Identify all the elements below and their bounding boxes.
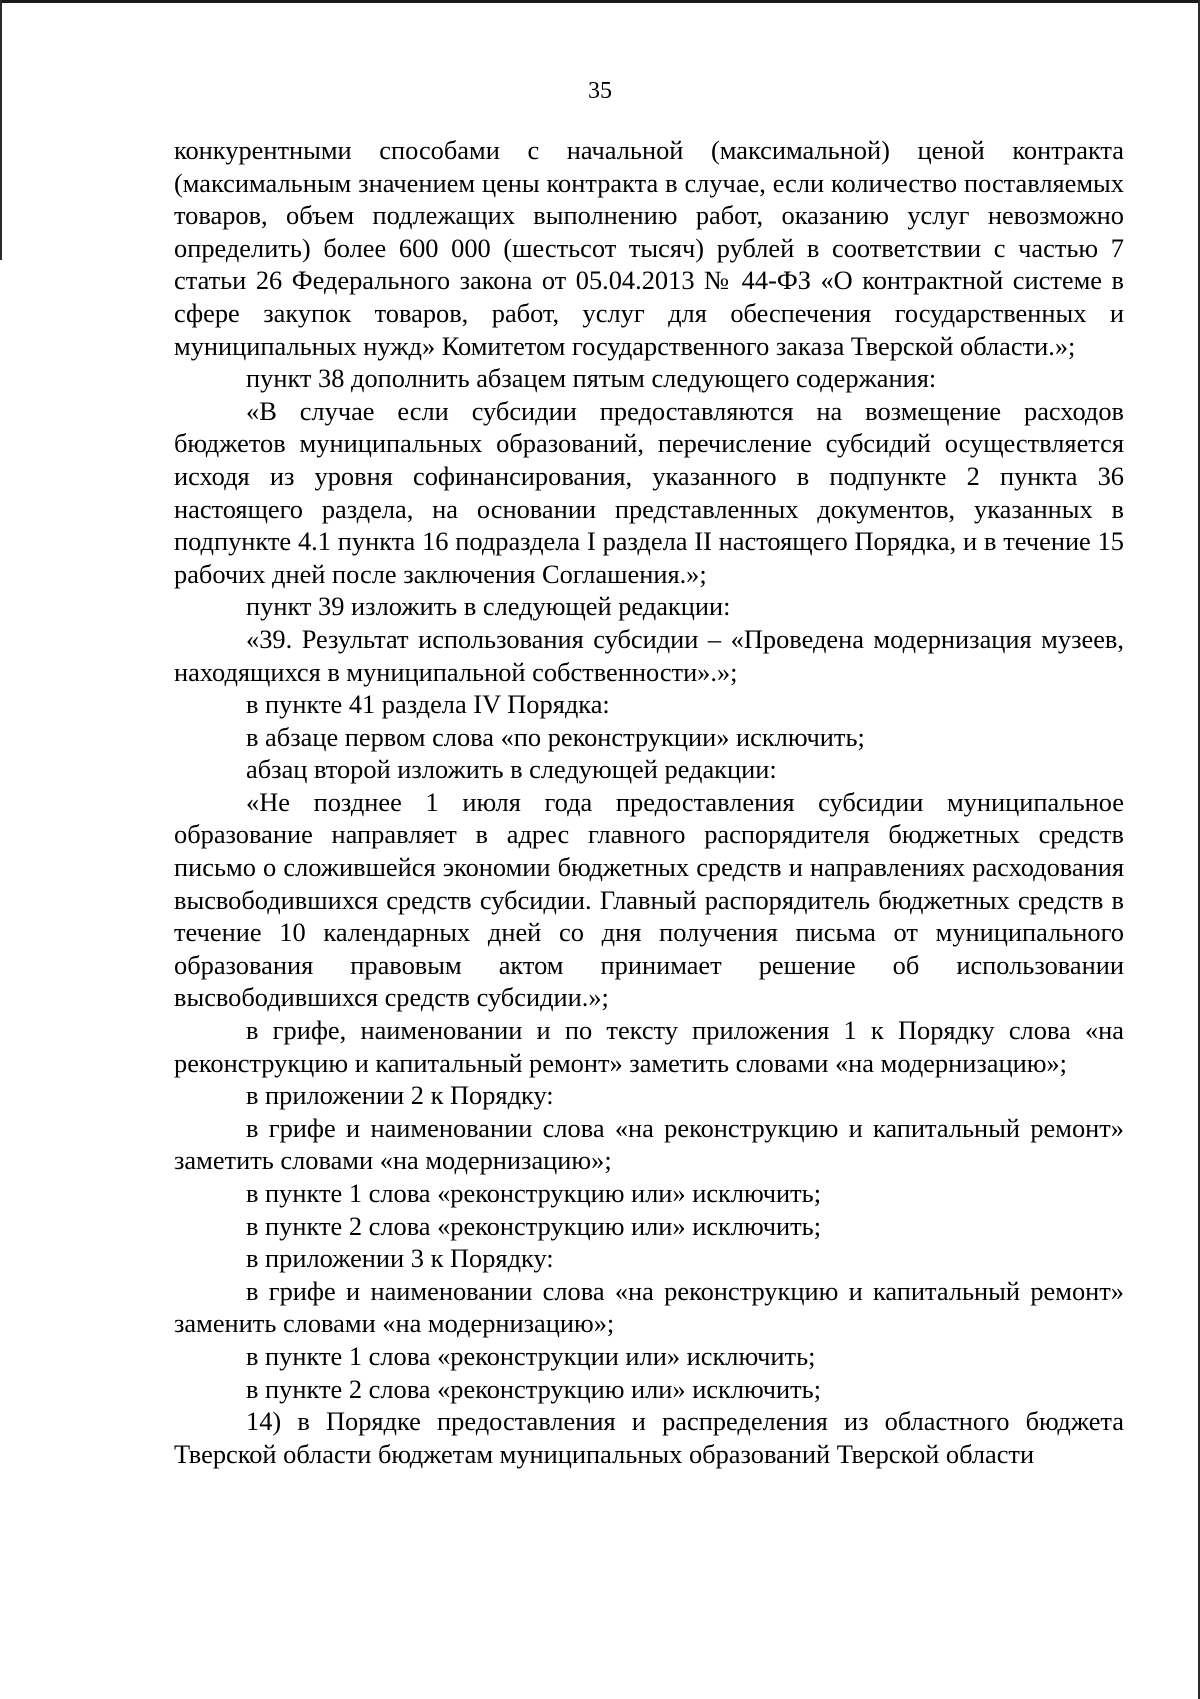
paragraph: в грифе и наименовании слова «на реконструкцию и капитальный ремонт» заметить словами «на модернизацию»; [174, 1112, 1124, 1176]
paragraph: в пункте 2 слова «реконструкцию или» исключить; [246, 1210, 822, 1241]
paragraph: в грифе и наименовании слова «на реконструкцию и капитальный ремонт» заменить словами «на модернизацию»; [174, 1275, 1124, 1339]
paragraph: пункт 38 дополнить абзацем пятым следующего содержания: [246, 363, 937, 394]
paragraph: «39. Результат использования субсидии – «Проведена модернизация музеев, находящихся в муниципальной собственности».»; [174, 623, 1124, 687]
paragraph: в грифе, наименовании и по тексту приложения 1 к Порядку слова «на реконструкцию и капитальный ремонт» заметить словами «на модернизацию»; [174, 1015, 1124, 1078]
paragraph: в пункте 1 слова «реконструкцию или» исключить; [246, 1178, 822, 1208]
paragraph: «Не позднее 1 июля года предоставления субсидии муниципальное образование направляет в адрес главного распорядителя бюджетных средств письмо о сложившейся экономии бюджетных средств и направлениях расходования высвободившихся средств субсидии. Главный распорядитель бюджетных средств в течение 10 календарных дней со дня получения письма от муниципального образования правовым актом принимает решение об использовании высвободившихся средств субсидии.»; [174, 786, 1124, 1013]
paragraph: в приложении 2 к Порядку: [246, 1080, 554, 1111]
paragraph: в пункте 1 слова «реконструкции или» исключить; [246, 1340, 816, 1371]
page-number: 35 [588, 78, 612, 104]
document-body [174, 134, 1124, 1470]
paragraph: в пункте 2 слова «реконструкцию или» исключить; [246, 1373, 822, 1404]
scan-edge-top [0, 0, 1200, 3]
paragraph: пункт 39 изложить в следующей редакции: [246, 591, 731, 622]
paragraph: в пункте 41 раздела IV Порядка: [246, 689, 610, 720]
paragraph: «В случае если субсидии предоставляются на возмещение расходов бюджетов муниципальных образований, перечисление субсидий осуществляется исходя из уровня софинансирования, указанного в подпункте 2 пункта 36 настоящего раздела, на основании представленных документов, указанных в подпункте 4.1 пункта 16 подраздела I раздела II настоящего Порядка, и в течение 15 рабочих дней после заключения Соглашения.»; [174, 395, 1124, 589]
paragraph: 14) в Порядке предоставления и распределения из областного бюджета Тверской области бюджетам муниципальных образований Тверской области [174, 1406, 1124, 1469]
paragraph: в абзаце первом слова «по реконструкции» исключить; [246, 721, 865, 752]
paragraph: абзац второй изложить в следующей редакции: [246, 754, 777, 785]
scan-edge-left [0, 0, 2, 260]
paragraph: в приложении 3 к Порядку: [246, 1243, 554, 1274]
paragraph-continuation: конкурентными способами с начальной (максимальной) ценой контракта (максимальным значением цены контракта в случае, если количество поставляемых товаров, объем подлежащих выполнению работ, оказанию услуг невозможно определить) более 600 000 (шестьсот тысяч) рублей в соответствии с частью 7 статьи 26 Федерального закона от 05.04.2013 № 44-ФЗ «О контрактной системе в сфере закупок товаров, работ, услуг для обеспечения государственных и муниципальных нужд» Комитетом государственного заказа Тверской области.»; [174, 135, 1124, 361]
